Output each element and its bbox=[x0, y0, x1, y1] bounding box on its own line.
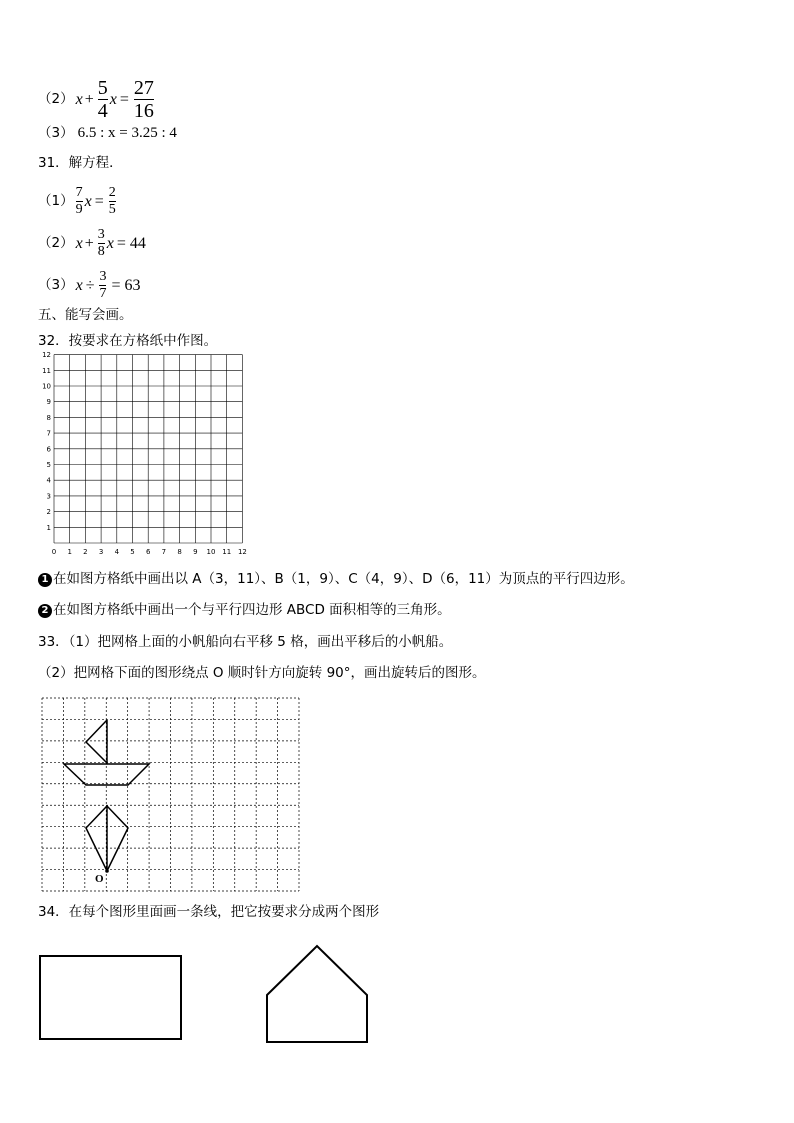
y-tick-label: 7 bbox=[46, 429, 51, 438]
q31-p2-label: （2） bbox=[38, 234, 74, 251]
denominator: 5 bbox=[108, 202, 116, 217]
q31-p3-var: x bbox=[75, 276, 83, 294]
x-tick-label: 8 bbox=[177, 548, 182, 556]
q34-title: 34．在每个图形里面画一条线，把它按要求分成两个图形 bbox=[38, 904, 380, 920]
y-tick-label: 5 bbox=[46, 461, 51, 469]
y-tick-label: 2 bbox=[46, 508, 51, 517]
circled-number-2: 2 bbox=[38, 604, 52, 618]
q31-p1-var: x bbox=[84, 192, 92, 210]
denominator: 7 bbox=[99, 286, 107, 301]
x-tick-label: 9 bbox=[193, 548, 198, 556]
q30-p2-eq: = bbox=[119, 90, 129, 108]
x-tick-label: 5 bbox=[130, 548, 135, 556]
x-tick-label: 0 bbox=[51, 548, 57, 556]
x-tick-label: 7 bbox=[161, 548, 167, 556]
y-tick-label: 12 bbox=[42, 351, 51, 360]
x-tick-label: 3 bbox=[98, 548, 104, 556]
y-tick-label: 10 bbox=[42, 382, 51, 391]
q30-p2-var2: x bbox=[109, 90, 117, 108]
q30-p3-label: （3） bbox=[38, 124, 74, 141]
q31-title: 31．解方程． bbox=[38, 155, 123, 171]
q33-part2: （2）把网格下面的图形绕点 O 顺时针方向旋转 90°，画出旋转后的图形。 bbox=[38, 665, 486, 681]
q31-p1-eq: = bbox=[94, 192, 104, 210]
q32-item1-text: 在如图方格纸中画出以 A（3，11）、B（1，9）、C（4，9）、D（6，11）为顶点的平行四边形。 bbox=[53, 571, 634, 588]
q30-p3-expr: 6.5 : x = 3.25 : 4 bbox=[77, 125, 177, 141]
y-tick-label: 9 bbox=[46, 398, 51, 407]
x-tick-label: 2 bbox=[83, 548, 88, 556]
section5-title: 五、能写会画。 bbox=[38, 307, 133, 323]
q31-p3-div: ÷ bbox=[85, 276, 95, 294]
pentagon-house-shape bbox=[267, 946, 367, 1042]
numerator: 27 bbox=[133, 77, 154, 99]
x-tick-label: 11 bbox=[222, 548, 232, 556]
q33-title: 33．（1）把网格上面的小帆船向右平移 5 格，画出平移后的小帆船。 bbox=[38, 634, 453, 650]
q30-p2-var1: x bbox=[75, 90, 83, 108]
numerator: 3 bbox=[99, 269, 107, 284]
q32-title: 32．按要求在方格纸中作图。 bbox=[38, 333, 218, 349]
q31-p2-plus: + bbox=[84, 234, 94, 252]
x-tick-label: 6 bbox=[145, 548, 151, 556]
q31-p3-label: （3） bbox=[38, 276, 74, 293]
denominator: 16 bbox=[133, 100, 154, 122]
q32-item2-text: 在如图方格纸中画出一个与平行四边形 ABCD 面积相等的三角形。 bbox=[53, 602, 451, 619]
x-tick-label: 1 bbox=[67, 548, 72, 556]
q31-p2-var1: x bbox=[75, 234, 83, 252]
q30-p2-label: （2） bbox=[38, 90, 74, 107]
numerator: 7 bbox=[75, 185, 83, 200]
y-tick-label: 3 bbox=[46, 492, 51, 501]
denominator: 9 bbox=[75, 202, 83, 217]
q31-p2-rhs: = 44 bbox=[116, 234, 146, 252]
x-tick-label: 12 bbox=[237, 548, 247, 556]
y-tick-label: 4 bbox=[46, 476, 51, 485]
y-tick-label: 6 bbox=[46, 445, 51, 454]
denominator: 4 bbox=[97, 100, 108, 122]
numerator: 3 bbox=[97, 227, 105, 242]
denominator: 8 bbox=[97, 244, 105, 259]
numerator: 5 bbox=[97, 77, 108, 99]
x-tick-label: 10 bbox=[206, 548, 216, 556]
rectangle-shape bbox=[40, 956, 181, 1039]
numerator: 2 bbox=[108, 185, 116, 200]
x-tick-label: 4 bbox=[114, 548, 120, 556]
y-tick-label: 11 bbox=[42, 366, 51, 375]
q31-p2-var2: x bbox=[106, 234, 114, 252]
q30-p2-plus: + bbox=[84, 90, 94, 108]
y-tick-label: 8 bbox=[46, 413, 51, 422]
point-o-label: O bbox=[95, 873, 104, 885]
y-tick-label: 1 bbox=[46, 523, 51, 532]
q31-p3-rhs: = 63 bbox=[111, 276, 141, 294]
q31-p1-label: （1） bbox=[38, 192, 74, 209]
circled-number-1: 1 bbox=[38, 573, 52, 587]
